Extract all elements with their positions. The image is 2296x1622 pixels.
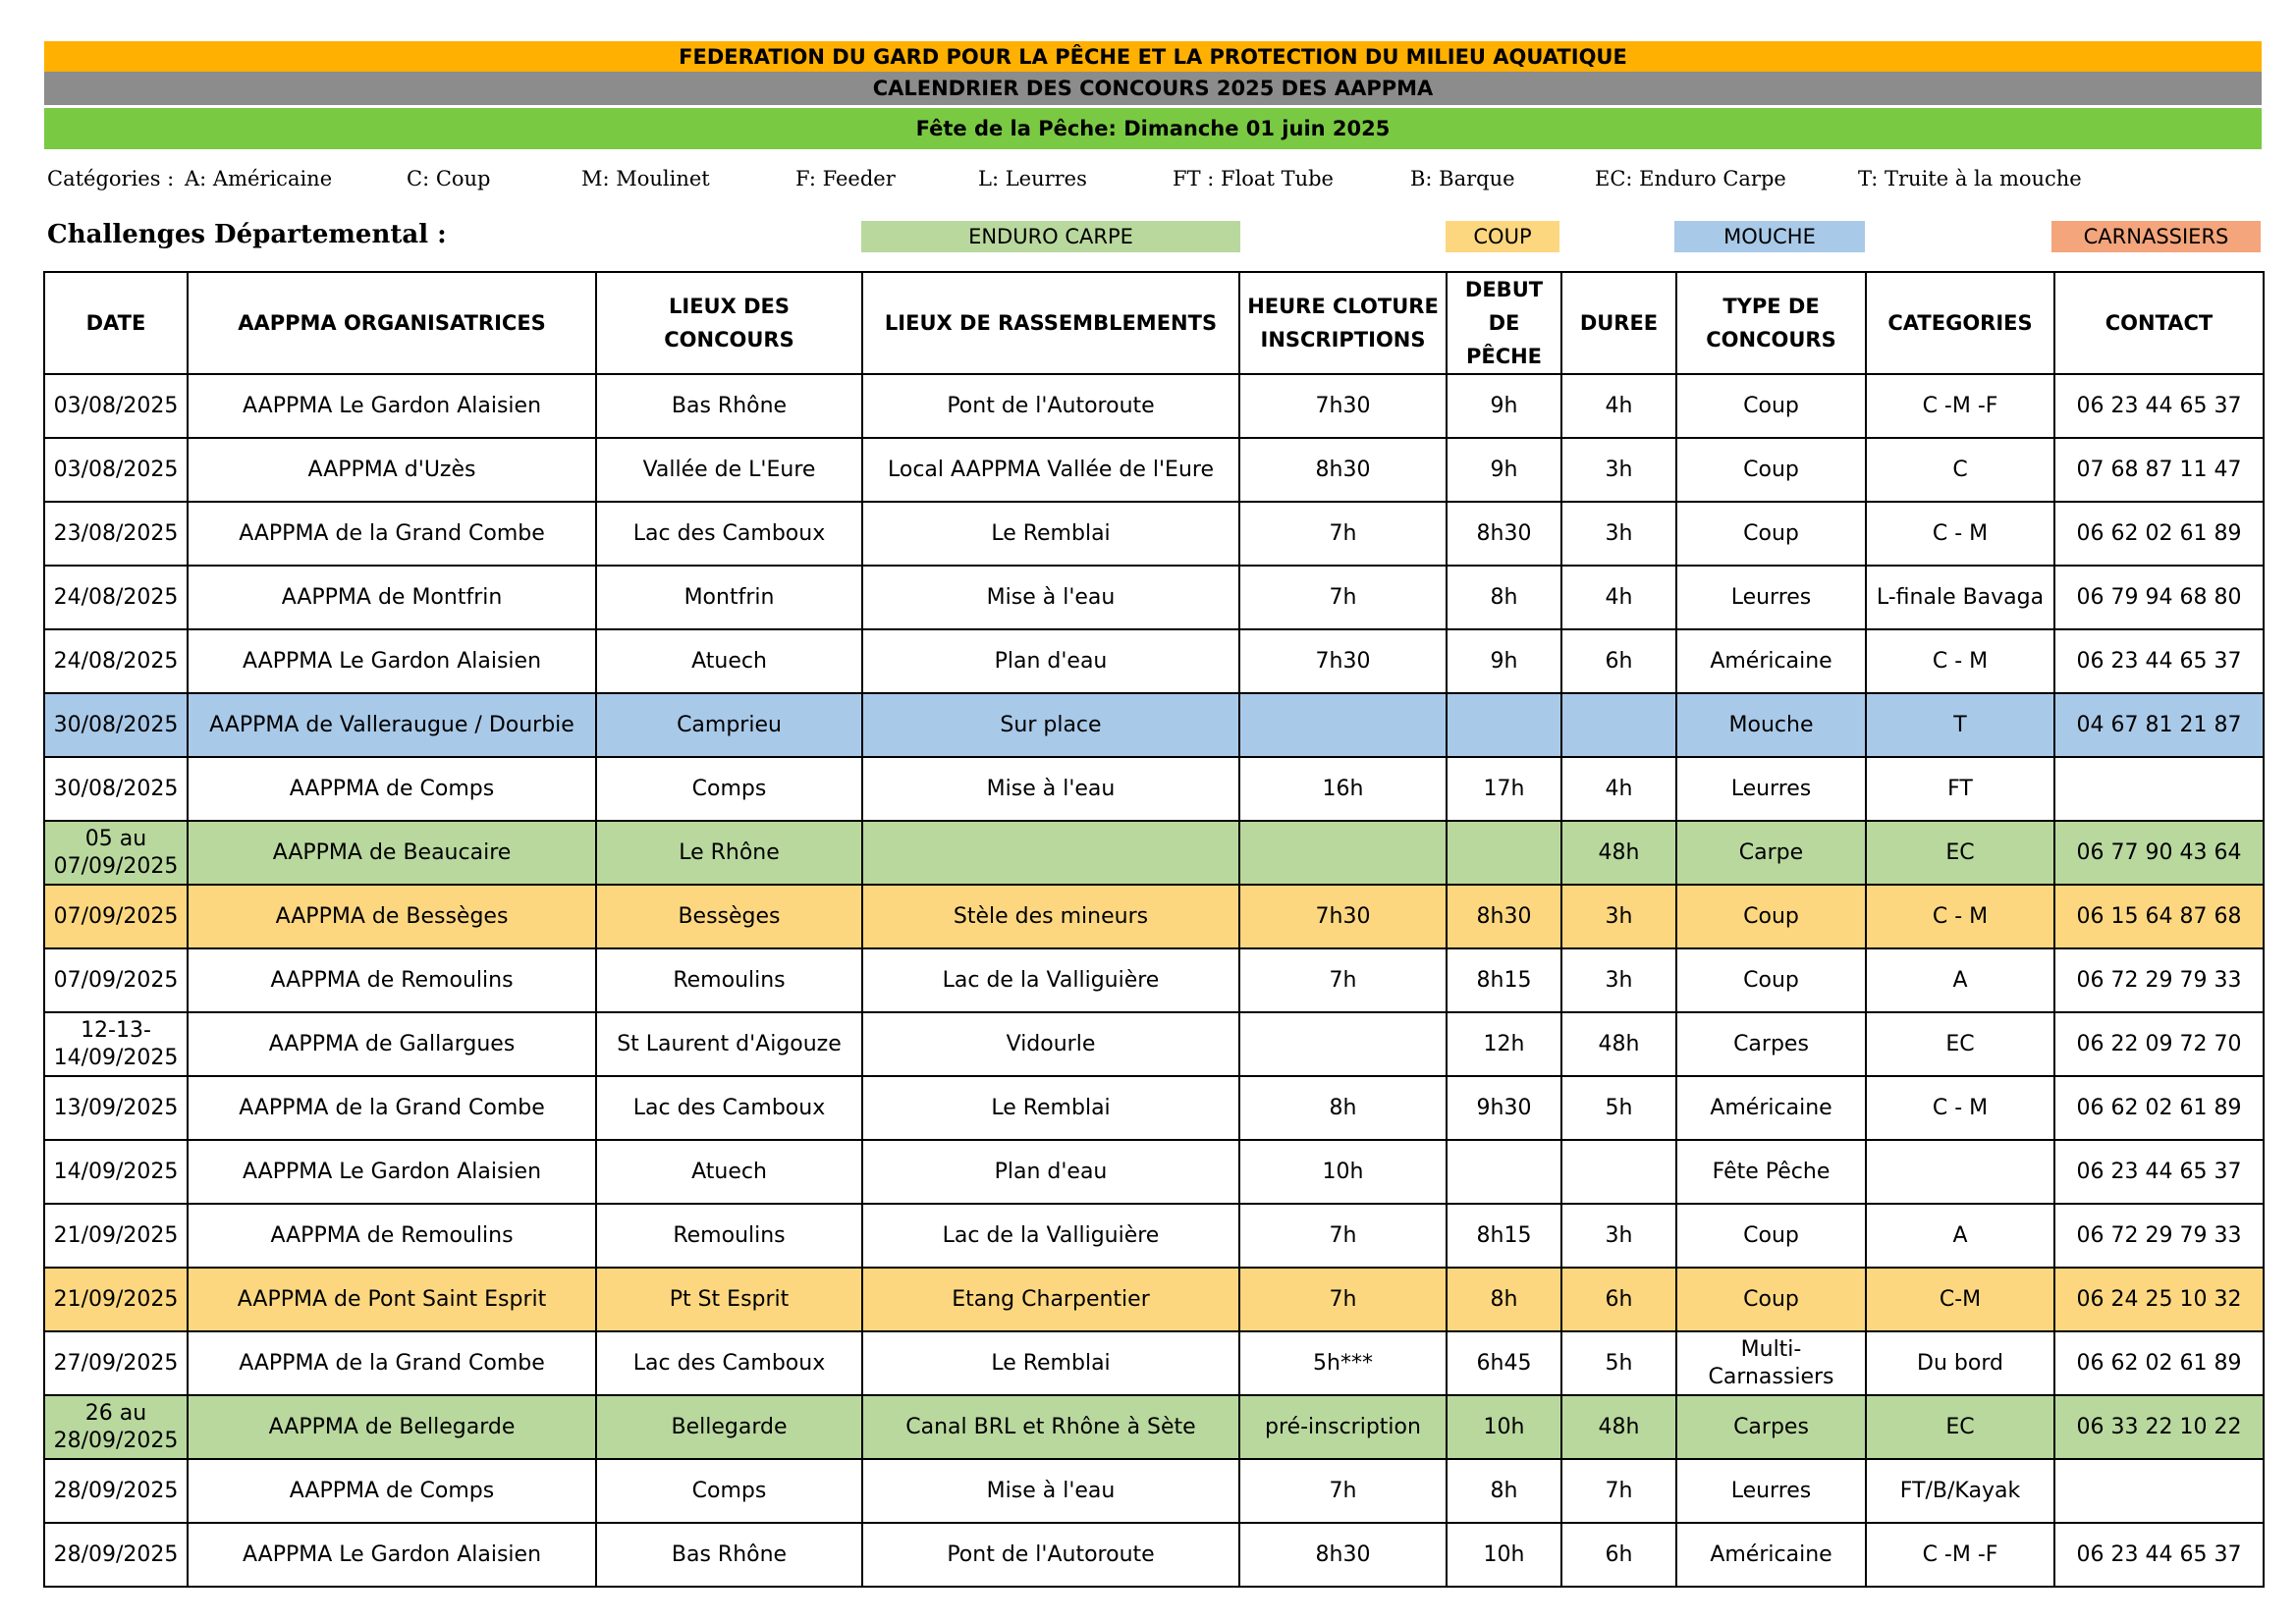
cell-date: 07/09/2025 xyxy=(44,885,188,948)
cell-duree: 48h xyxy=(1561,821,1676,885)
calendar-title: CALENDRIER DES CONCOURS 2025 DES AAPPMA xyxy=(44,72,2262,105)
cell-heure-cloture: 5h*** xyxy=(1239,1331,1447,1395)
table-row xyxy=(44,1395,2264,1459)
cell-duree: 6h xyxy=(1561,1268,1676,1331)
col-debut-peche: DEBUT DE PÊCHE xyxy=(1447,272,1561,374)
cell-contact xyxy=(2054,757,2264,821)
col-contact: CONTACT xyxy=(2054,272,2264,374)
cell-lieu-concours: Vallée de L'Eure xyxy=(596,438,862,502)
cell-duree: 3h xyxy=(1561,1204,1676,1268)
cell-categories: C - M xyxy=(1866,502,2054,566)
cell-lieu-rassemblement: Mise à l'eau xyxy=(862,757,1239,821)
cell-categories: Du bord xyxy=(1866,1331,2054,1395)
col-categories: CATEGORIES xyxy=(1866,272,2054,374)
cell-contact: 06 72 29 79 33 xyxy=(2054,948,2264,1012)
cell-date: 24/08/2025 xyxy=(44,629,188,693)
cell-heure-cloture: 8h xyxy=(1239,1076,1447,1140)
cell-debut-peche xyxy=(1447,693,1561,757)
cell-contact xyxy=(2054,1459,2264,1523)
table-row xyxy=(44,1204,2264,1268)
cell-date: 05 au 07/09/2025 xyxy=(44,821,188,885)
cell-heure-cloture: 10h xyxy=(1239,1140,1447,1204)
cell-debut-peche: 9h xyxy=(1447,438,1561,502)
cell-type: Carpes xyxy=(1676,1012,1866,1076)
cell-duree: 4h xyxy=(1561,757,1676,821)
cell-type: Américaine xyxy=(1676,629,1866,693)
cell-categories: FT xyxy=(1866,757,2054,821)
cell-aappma: AAPPMA de Pont Saint Esprit xyxy=(188,1268,596,1331)
cell-lieu-rassemblement xyxy=(862,821,1239,885)
col-lieux-rassemblement: LIEUX DE RASSEMBLEMENTS xyxy=(862,272,1239,374)
cell-date: 07/09/2025 xyxy=(44,948,188,1012)
cell-date: 03/08/2025 xyxy=(44,374,188,438)
cell-duree: 3h xyxy=(1561,948,1676,1012)
table-row xyxy=(44,1331,2264,1395)
categories-legend xyxy=(47,167,2265,198)
cell-lieu-rassemblement: Plan d'eau xyxy=(862,629,1239,693)
col-heure-cloture: HEURE CLOTURE INSCRIPTIONS xyxy=(1239,272,1447,374)
cell-contact: 06 72 29 79 33 xyxy=(2054,1204,2264,1268)
cell-contact: 06 24 25 10 32 xyxy=(2054,1268,2264,1331)
col-lieux-concours: LIEUX DES CONCOURS xyxy=(596,272,862,374)
cell-lieu-concours: Camprieu xyxy=(596,693,862,757)
category-item: EC: Enduro Carpe xyxy=(1595,167,1786,190)
category-item: T: Truite à la mouche xyxy=(1858,167,2082,190)
cell-contact: 06 62 02 61 89 xyxy=(2054,1331,2264,1395)
cell-categories: FT/B/Kayak xyxy=(1866,1459,2054,1523)
cell-debut-peche: 9h xyxy=(1447,374,1561,438)
cell-lieu-concours: Bas Rhône xyxy=(596,1523,862,1587)
category-item: F: Feeder xyxy=(795,167,896,190)
table-row xyxy=(44,1523,2264,1587)
cell-heure-cloture: 7h xyxy=(1239,1459,1447,1523)
cell-lieu-concours: Comps xyxy=(596,1459,862,1523)
category-item: A: Américaine xyxy=(185,167,333,190)
cell-date: 26 au 28/09/2025 xyxy=(44,1395,188,1459)
cell-heure-cloture: pré-inscription xyxy=(1239,1395,1447,1459)
cell-date: 23/08/2025 xyxy=(44,502,188,566)
cell-categories: EC xyxy=(1866,821,2054,885)
cell-contact: 06 33 22 10 22 xyxy=(2054,1395,2264,1459)
cell-heure-cloture xyxy=(1239,1012,1447,1076)
cell-aappma: AAPPMA d'Uzès xyxy=(188,438,596,502)
cell-type: Fête Pêche xyxy=(1676,1140,1866,1204)
cell-debut-peche: 6h45 xyxy=(1447,1331,1561,1395)
table-row xyxy=(44,693,2264,757)
cell-heure-cloture: 7h xyxy=(1239,1268,1447,1331)
cell-type: Carpe xyxy=(1676,821,1866,885)
cell-lieu-rassemblement: Le Remblai xyxy=(862,502,1239,566)
col-aappma: AAPPMA ORGANISATRICES xyxy=(188,272,596,374)
cell-date: 30/08/2025 xyxy=(44,757,188,821)
cell-duree: 3h xyxy=(1561,885,1676,948)
cell-heure-cloture xyxy=(1239,821,1447,885)
cell-heure-cloture: 7h30 xyxy=(1239,629,1447,693)
cell-debut-peche: 8h15 xyxy=(1447,948,1561,1012)
legend-enduro-carpe: ENDURO CARPE xyxy=(861,221,1240,252)
cell-categories xyxy=(1866,1140,2054,1204)
cell-heure-cloture: 7h xyxy=(1239,566,1447,629)
cell-aappma: AAPPMA Le Gardon Alaisien xyxy=(188,1140,596,1204)
cell-debut-peche: 8h xyxy=(1447,1459,1561,1523)
cell-lieu-rassemblement: Etang Charpentier xyxy=(862,1268,1239,1331)
cell-duree: 4h xyxy=(1561,374,1676,438)
table-row xyxy=(44,821,2264,885)
cell-contact: 06 23 44 65 37 xyxy=(2054,374,2264,438)
cell-debut-peche: 8h15 xyxy=(1447,1204,1561,1268)
table-row xyxy=(44,1140,2264,1204)
cell-date: 24/08/2025 xyxy=(44,566,188,629)
cell-duree: 4h xyxy=(1561,566,1676,629)
category-item: C: Coup xyxy=(407,167,491,190)
categories-label: Catégories : xyxy=(47,167,175,190)
cell-heure-cloture: 8h30 xyxy=(1239,438,1447,502)
cell-heure-cloture: 16h xyxy=(1239,757,1447,821)
cell-lieu-rassemblement: Sur place xyxy=(862,693,1239,757)
cell-heure-cloture: 8h30 xyxy=(1239,1523,1447,1587)
cell-debut-peche: 8h30 xyxy=(1447,885,1561,948)
cell-type: Coup xyxy=(1676,885,1866,948)
cell-lieu-concours: Comps xyxy=(596,757,862,821)
category-item: M: Moulinet xyxy=(581,167,710,190)
cell-lieu-rassemblement: Lac de la Valliguière xyxy=(862,948,1239,1012)
cell-categories: C -M -F xyxy=(1866,374,2054,438)
cell-aappma: AAPPMA de Valleraugue / Dourbie xyxy=(188,693,596,757)
cell-categories: C -M -F xyxy=(1866,1523,2054,1587)
cell-lieu-rassemblement: Plan d'eau xyxy=(862,1140,1239,1204)
cell-lieu-concours: Bas Rhône xyxy=(596,374,862,438)
cell-debut-peche: 10h xyxy=(1447,1395,1561,1459)
cell-lieu-rassemblement: Le Remblai xyxy=(862,1076,1239,1140)
cell-categories: EC xyxy=(1866,1012,2054,1076)
competition-table xyxy=(43,271,2265,1588)
cell-lieu-rassemblement: Lac de la Valliguière xyxy=(862,1204,1239,1268)
table-row xyxy=(44,566,2264,629)
cell-lieu-concours: Lac des Camboux xyxy=(596,1076,862,1140)
cell-categories: A xyxy=(1866,1204,2054,1268)
cell-contact: 06 23 44 65 37 xyxy=(2054,629,2264,693)
cell-duree xyxy=(1561,693,1676,757)
cell-aappma: AAPPMA de la Grand Combe xyxy=(188,502,596,566)
legend-coup: COUP xyxy=(1446,221,1559,252)
cell-type: Américaine xyxy=(1676,1523,1866,1587)
cell-lieu-rassemblement: Pont de l'Autoroute xyxy=(862,1523,1239,1587)
cell-type: Coup xyxy=(1676,948,1866,1012)
col-date: DATE xyxy=(44,272,188,374)
cell-contact: 06 15 64 87 68 xyxy=(2054,885,2264,948)
cell-lieu-rassemblement: Mise à l'eau xyxy=(862,1459,1239,1523)
cell-categories: C xyxy=(1866,438,2054,502)
category-item: FT : Float Tube xyxy=(1173,167,1334,190)
cell-contact: 06 77 90 43 64 xyxy=(2054,821,2264,885)
table-row xyxy=(44,1012,2264,1076)
category-item: L: Leurres xyxy=(978,167,1087,190)
cell-lieu-concours: St Laurent d'Aigouze xyxy=(596,1012,862,1076)
cell-heure-cloture: 7h30 xyxy=(1239,885,1447,948)
cell-contact: 06 23 44 65 37 xyxy=(2054,1140,2264,1204)
cell-lieu-concours: Lac des Camboux xyxy=(596,1331,862,1395)
cell-contact: 06 79 94 68 80 xyxy=(2054,566,2264,629)
cell-aappma: AAPPMA Le Gardon Alaisien xyxy=(188,374,596,438)
table-header-row xyxy=(44,272,2264,374)
cell-aappma: AAPPMA de Comps xyxy=(188,757,596,821)
cell-duree: 5h xyxy=(1561,1331,1676,1395)
cell-duree: 3h xyxy=(1561,438,1676,502)
cell-date: 14/09/2025 xyxy=(44,1140,188,1204)
cell-lieu-concours: Atuech xyxy=(596,1140,862,1204)
challenges-title: Challenges Départemental : xyxy=(47,220,447,249)
cell-debut-peche: 12h xyxy=(1447,1012,1561,1076)
cell-categories: L-finale Bavaga xyxy=(1866,566,2054,629)
table-row xyxy=(44,629,2264,693)
cell-type: Coup xyxy=(1676,438,1866,502)
cell-heure-cloture: 7h30 xyxy=(1239,374,1447,438)
cell-aappma: AAPPMA de Beaucaire xyxy=(188,821,596,885)
cell-debut-peche: 8h30 xyxy=(1447,502,1561,566)
cell-contact: 06 62 02 61 89 xyxy=(2054,1076,2264,1140)
cell-heure-cloture: 7h xyxy=(1239,1204,1447,1268)
cell-date: 27/09/2025 xyxy=(44,1331,188,1395)
cell-categories: C-M xyxy=(1866,1268,2054,1331)
cell-lieu-rassemblement: Vidourle xyxy=(862,1012,1239,1076)
table-row xyxy=(44,1459,2264,1523)
cell-lieu-concours: Bellegarde xyxy=(596,1395,862,1459)
cell-type: Multi-Carnassiers xyxy=(1676,1331,1866,1395)
cell-categories: C - M xyxy=(1866,885,2054,948)
federation-title: FEDERATION DU GARD POUR LA PÊCHE ET LA PROTECTION DU MILIEU AQUATIQUE xyxy=(44,41,2262,72)
table-row xyxy=(44,757,2264,821)
cell-date: 30/08/2025 xyxy=(44,693,188,757)
cell-lieu-concours: Lac des Camboux xyxy=(596,502,862,566)
cell-duree: 48h xyxy=(1561,1012,1676,1076)
cell-date: 28/09/2025 xyxy=(44,1523,188,1587)
fete-peche-banner: Fête de la Pêche: Dimanche 01 juin 2025 xyxy=(44,108,2262,149)
cell-aappma: AAPPMA de Gallargues xyxy=(188,1012,596,1076)
cell-categories: T xyxy=(1866,693,2054,757)
table-row xyxy=(44,1076,2264,1140)
cell-categories: EC xyxy=(1866,1395,2054,1459)
table-row xyxy=(44,502,2264,566)
cell-heure-cloture: 7h xyxy=(1239,948,1447,1012)
cell-date: 21/09/2025 xyxy=(44,1268,188,1331)
cell-debut-peche: 9h xyxy=(1447,629,1561,693)
table-row xyxy=(44,885,2264,948)
cell-categories: C - M xyxy=(1866,629,2054,693)
cell-aappma: AAPPMA de la Grand Combe xyxy=(188,1076,596,1140)
cell-debut-peche: 9h30 xyxy=(1447,1076,1561,1140)
cell-debut-peche: 8h xyxy=(1447,1268,1561,1331)
cell-lieu-concours: Le Rhône xyxy=(596,821,862,885)
cell-type: Carpes xyxy=(1676,1395,1866,1459)
cell-contact: 07 68 87 11 47 xyxy=(2054,438,2264,502)
cell-duree: 5h xyxy=(1561,1076,1676,1140)
cell-debut-peche: 10h xyxy=(1447,1523,1561,1587)
cell-date: 28/09/2025 xyxy=(44,1459,188,1523)
cell-duree: 48h xyxy=(1561,1395,1676,1459)
cell-type: Coup xyxy=(1676,1268,1866,1331)
cell-aappma: AAPPMA de la Grand Combe xyxy=(188,1331,596,1395)
cell-lieu-concours: Montfrin xyxy=(596,566,862,629)
cell-duree: 6h xyxy=(1561,629,1676,693)
cell-duree xyxy=(1561,1140,1676,1204)
cell-lieu-rassemblement: Le Remblai xyxy=(862,1331,1239,1395)
cell-contact: 06 23 44 65 37 xyxy=(2054,1523,2264,1587)
category-item: B: Barque xyxy=(1410,167,1515,190)
cell-heure-cloture xyxy=(1239,693,1447,757)
cell-aappma: AAPPMA Le Gardon Alaisien xyxy=(188,629,596,693)
cell-duree: 7h xyxy=(1561,1459,1676,1523)
cell-debut-peche: 8h xyxy=(1447,566,1561,629)
cell-lieu-concours: Remoulins xyxy=(596,1204,862,1268)
cell-aappma: AAPPMA de Bessèges xyxy=(188,885,596,948)
cell-type: Mouche xyxy=(1676,693,1866,757)
cell-contact: 06 22 09 72 70 xyxy=(2054,1012,2264,1076)
cell-date: 03/08/2025 xyxy=(44,438,188,502)
cell-categories: C - M xyxy=(1866,1076,2054,1140)
cell-debut-peche: 17h xyxy=(1447,757,1561,821)
cell-lieu-concours: Pt St Esprit xyxy=(596,1268,862,1331)
table-row xyxy=(44,948,2264,1012)
cell-date: 12-13-14/09/2025 xyxy=(44,1012,188,1076)
cell-aappma: AAPPMA de Comps xyxy=(188,1459,596,1523)
cell-lieu-concours: Remoulins xyxy=(596,948,862,1012)
cell-type: Leurres xyxy=(1676,1459,1866,1523)
col-type: TYPE DE CONCOURS xyxy=(1676,272,1866,374)
cell-lieu-rassemblement: Canal BRL et Rhône à Sète xyxy=(862,1395,1239,1459)
cell-categories: A xyxy=(1866,948,2054,1012)
cell-duree: 6h xyxy=(1561,1523,1676,1587)
cell-debut-peche xyxy=(1447,1140,1561,1204)
cell-duree: 3h xyxy=(1561,502,1676,566)
cell-type: Leurres xyxy=(1676,566,1866,629)
cell-contact: 04 67 81 21 87 xyxy=(2054,693,2264,757)
table-row xyxy=(44,438,2264,502)
col-duree: DUREE xyxy=(1561,272,1676,374)
cell-contact: 06 62 02 61 89 xyxy=(2054,502,2264,566)
cell-aappma: AAPPMA de Montfrin xyxy=(188,566,596,629)
cell-heure-cloture: 7h xyxy=(1239,502,1447,566)
cell-aappma: AAPPMA de Bellegarde xyxy=(188,1395,596,1459)
cell-aappma: AAPPMA de Remoulins xyxy=(188,948,596,1012)
table-row xyxy=(44,374,2264,438)
cell-type: Coup xyxy=(1676,1204,1866,1268)
cell-aappma: AAPPMA Le Gardon Alaisien xyxy=(188,1523,596,1587)
cell-lieu-concours: Bessèges xyxy=(596,885,862,948)
legend-carnassiers: CARNASSIERS xyxy=(2051,221,2261,252)
table-row xyxy=(44,1268,2264,1331)
cell-lieu-rassemblement: Local AAPPMA Vallée de l'Eure xyxy=(862,438,1239,502)
cell-type: Coup xyxy=(1676,374,1866,438)
cell-date: 21/09/2025 xyxy=(44,1204,188,1268)
cell-lieu-rassemblement: Pont de l'Autoroute xyxy=(862,374,1239,438)
cell-date: 13/09/2025 xyxy=(44,1076,188,1140)
cell-type: Coup xyxy=(1676,502,1866,566)
cell-lieu-concours: Atuech xyxy=(596,629,862,693)
legend-mouche: MOUCHE xyxy=(1674,221,1865,252)
cell-aappma: AAPPMA de Remoulins xyxy=(188,1204,596,1268)
cell-lieu-rassemblement: Stèle des mineurs xyxy=(862,885,1239,948)
cell-type: Américaine xyxy=(1676,1076,1866,1140)
cell-type: Leurres xyxy=(1676,757,1866,821)
cell-debut-peche xyxy=(1447,821,1561,885)
cell-lieu-rassemblement: Mise à l'eau xyxy=(862,566,1239,629)
